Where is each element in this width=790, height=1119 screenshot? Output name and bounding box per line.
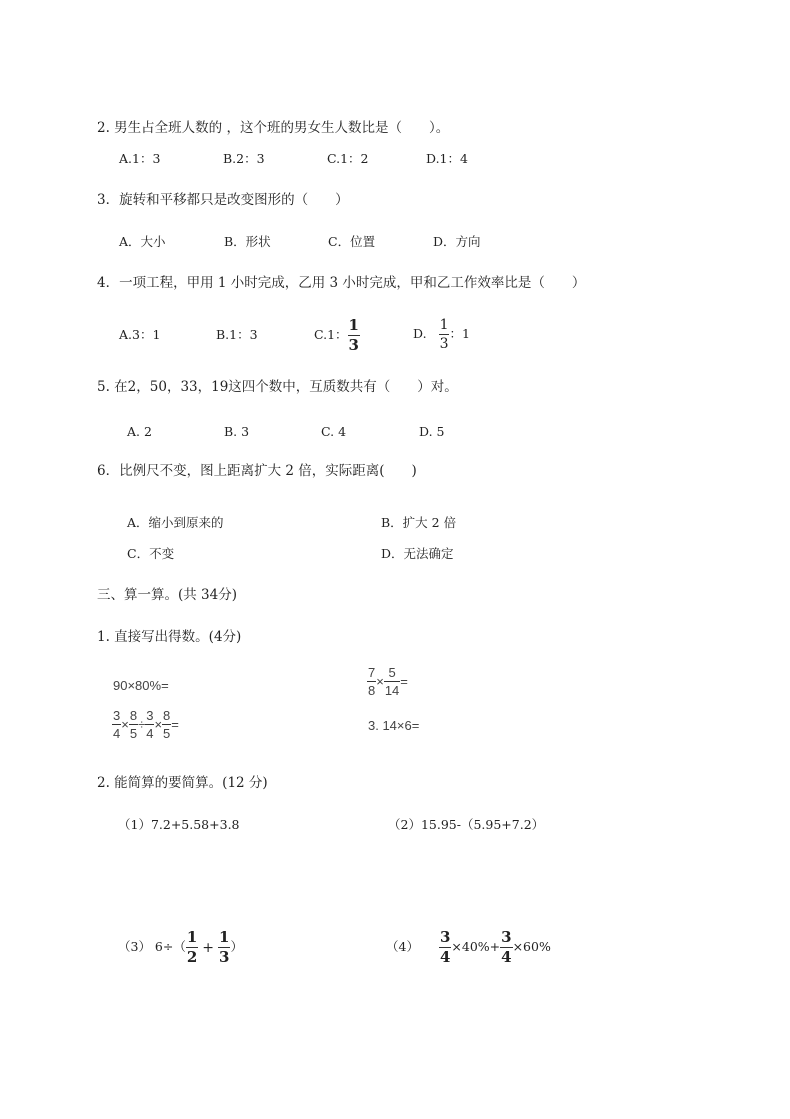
q6-option-c: C．不变 (127, 546, 175, 561)
fraction-numerator: 1 (348, 316, 359, 334)
fraction-denominator: 2 (186, 948, 198, 966)
q5-option-d: D. 5 (419, 424, 445, 439)
fraction (112, 709, 121, 740)
fraction-denominator: 14 (384, 683, 400, 698)
fraction-denominator: 4 (501, 948, 512, 966)
q5-option-a: A. 2 (127, 424, 152, 439)
sub1-expression-1: 90×80%= (113, 678, 169, 693)
fraction-bar (384, 681, 400, 682)
operator: × (121, 717, 129, 732)
operator: ×40%+ (451, 939, 501, 955)
fraction-bar (367, 681, 376, 682)
fraction-denominator: 8 (368, 683, 376, 698)
sub2-problem-3 (118, 930, 243, 965)
fraction-numerator: 5 (388, 665, 396, 680)
q5-stem: 5. 在2，50，33，19这四个数中，互质数共有（ ）对。 (97, 379, 458, 395)
fraction (162, 709, 171, 740)
fraction-numerator: 8 (129, 708, 138, 723)
q3-option-a: A．大小 (119, 234, 166, 249)
operator: × (376, 674, 384, 689)
fraction (186, 930, 198, 965)
fraction-bar (145, 724, 154, 725)
q5-option-b: B. 3 (224, 424, 250, 439)
fraction-numerator: 8 (163, 708, 171, 723)
q6-option-d: D．无法确定 (381, 546, 454, 561)
fraction-numerator: 3 (501, 928, 512, 946)
fraction-numerator: 1 (186, 928, 198, 946)
q4-option-d-prefix: D. (413, 326, 427, 342)
equals-sign: = (171, 717, 179, 732)
operator: ×60% (512, 939, 551, 955)
fraction (218, 930, 230, 965)
fraction (384, 666, 400, 697)
fraction (367, 666, 376, 697)
q4-option-c (314, 318, 360, 353)
q6-option-b: B．扩大 2 倍 (381, 515, 457, 530)
q4-option-d-fraction (439, 318, 450, 351)
problem-prefix: （3） 6÷（ (118, 939, 186, 955)
sub2-title: 2. 能简算的要简算。(12 分) (97, 775, 268, 791)
fraction-numerator: 7 (368, 665, 376, 680)
q4-option-b: B.1：3 (216, 327, 258, 342)
fraction-numerator: 3 (113, 708, 121, 723)
fraction-bar (439, 334, 450, 335)
fraction (145, 709, 154, 740)
problem-suffix: ） (230, 939, 243, 955)
operator: ÷ (138, 717, 146, 732)
q2-stem: 2. 男生占全班人数的 ，这个班的男女生人数比是（ ）。 (97, 120, 450, 136)
q3-option-d: D．方向 (433, 234, 481, 249)
fraction-bar (112, 724, 121, 725)
section-title: 三、算一算。(共 34分) (97, 587, 238, 603)
fraction (439, 930, 451, 965)
fraction-numerator: 1 (219, 928, 230, 946)
fraction (500, 930, 512, 965)
fraction-numerator: 3 (439, 928, 451, 946)
q3-option-c: C．位置 (328, 234, 376, 249)
q4-option-d (413, 318, 470, 351)
q4-option-d-suffix: ：1 (449, 326, 470, 342)
q3-option-b: B．形状 (224, 234, 271, 249)
q4-option-a: A.3：1 (119, 327, 161, 342)
sub2-problem-2: （2）15.95-（5.95+7.2） (388, 817, 545, 832)
sub1-expression-2 (367, 666, 408, 697)
q3-stem: 3．旋转和平移都只是改变图形的（ ） (97, 192, 349, 208)
sub2-problem-4 (386, 930, 551, 965)
fraction-denominator: 4 (439, 948, 451, 966)
q2-option-d: D.1：4 (426, 151, 468, 166)
q4-option-c-fraction (348, 318, 360, 353)
problem-prefix: （4） (386, 939, 419, 955)
q2-option-a: A.1：3 (119, 151, 161, 166)
fraction-denominator: 5 (163, 726, 171, 741)
fraction-numerator: 1 (439, 317, 449, 333)
q4-option-c-prefix: C.1： (314, 327, 348, 343)
equals-sign: = (400, 674, 408, 689)
sub1-expression-3 (112, 709, 179, 740)
operator: + (202, 939, 215, 956)
sub1-title: 1. 直接写出得数。(4分) (97, 629, 242, 645)
q5-option-c: C. 4 (321, 424, 347, 439)
fraction-denominator: 3 (219, 948, 230, 966)
q6-stem: 6．比例尺不变，图上距离扩大 2 倍，实际距离( ) (97, 463, 417, 479)
fraction-bar (162, 724, 171, 725)
operator: × (154, 717, 163, 732)
fraction-denominator: 4 (146, 726, 154, 741)
fraction-bar (129, 724, 138, 725)
q4-stem: 4．一项工程，甲用 1 小时完成，乙用 3 小时完成，甲和乙工作效率比是（ ） (97, 275, 586, 291)
q6-option-a: A．缩小到原来的 (127, 515, 224, 530)
fraction-denominator: 3 (348, 336, 359, 354)
fraction-denominator: 5 (129, 726, 138, 741)
fraction-numerator: 3 (146, 708, 154, 723)
fraction (129, 709, 138, 740)
fraction-denominator: 3 (439, 336, 449, 352)
sub2-problem-1: （1）7.2+5.58+3.8 (118, 817, 240, 832)
fraction-denominator: 4 (113, 726, 121, 741)
q2-option-b: B.2：3 (223, 151, 265, 166)
q2-option-c: C.1：2 (327, 151, 369, 166)
sub1-expression-4: 3. 14×6= (368, 718, 420, 733)
